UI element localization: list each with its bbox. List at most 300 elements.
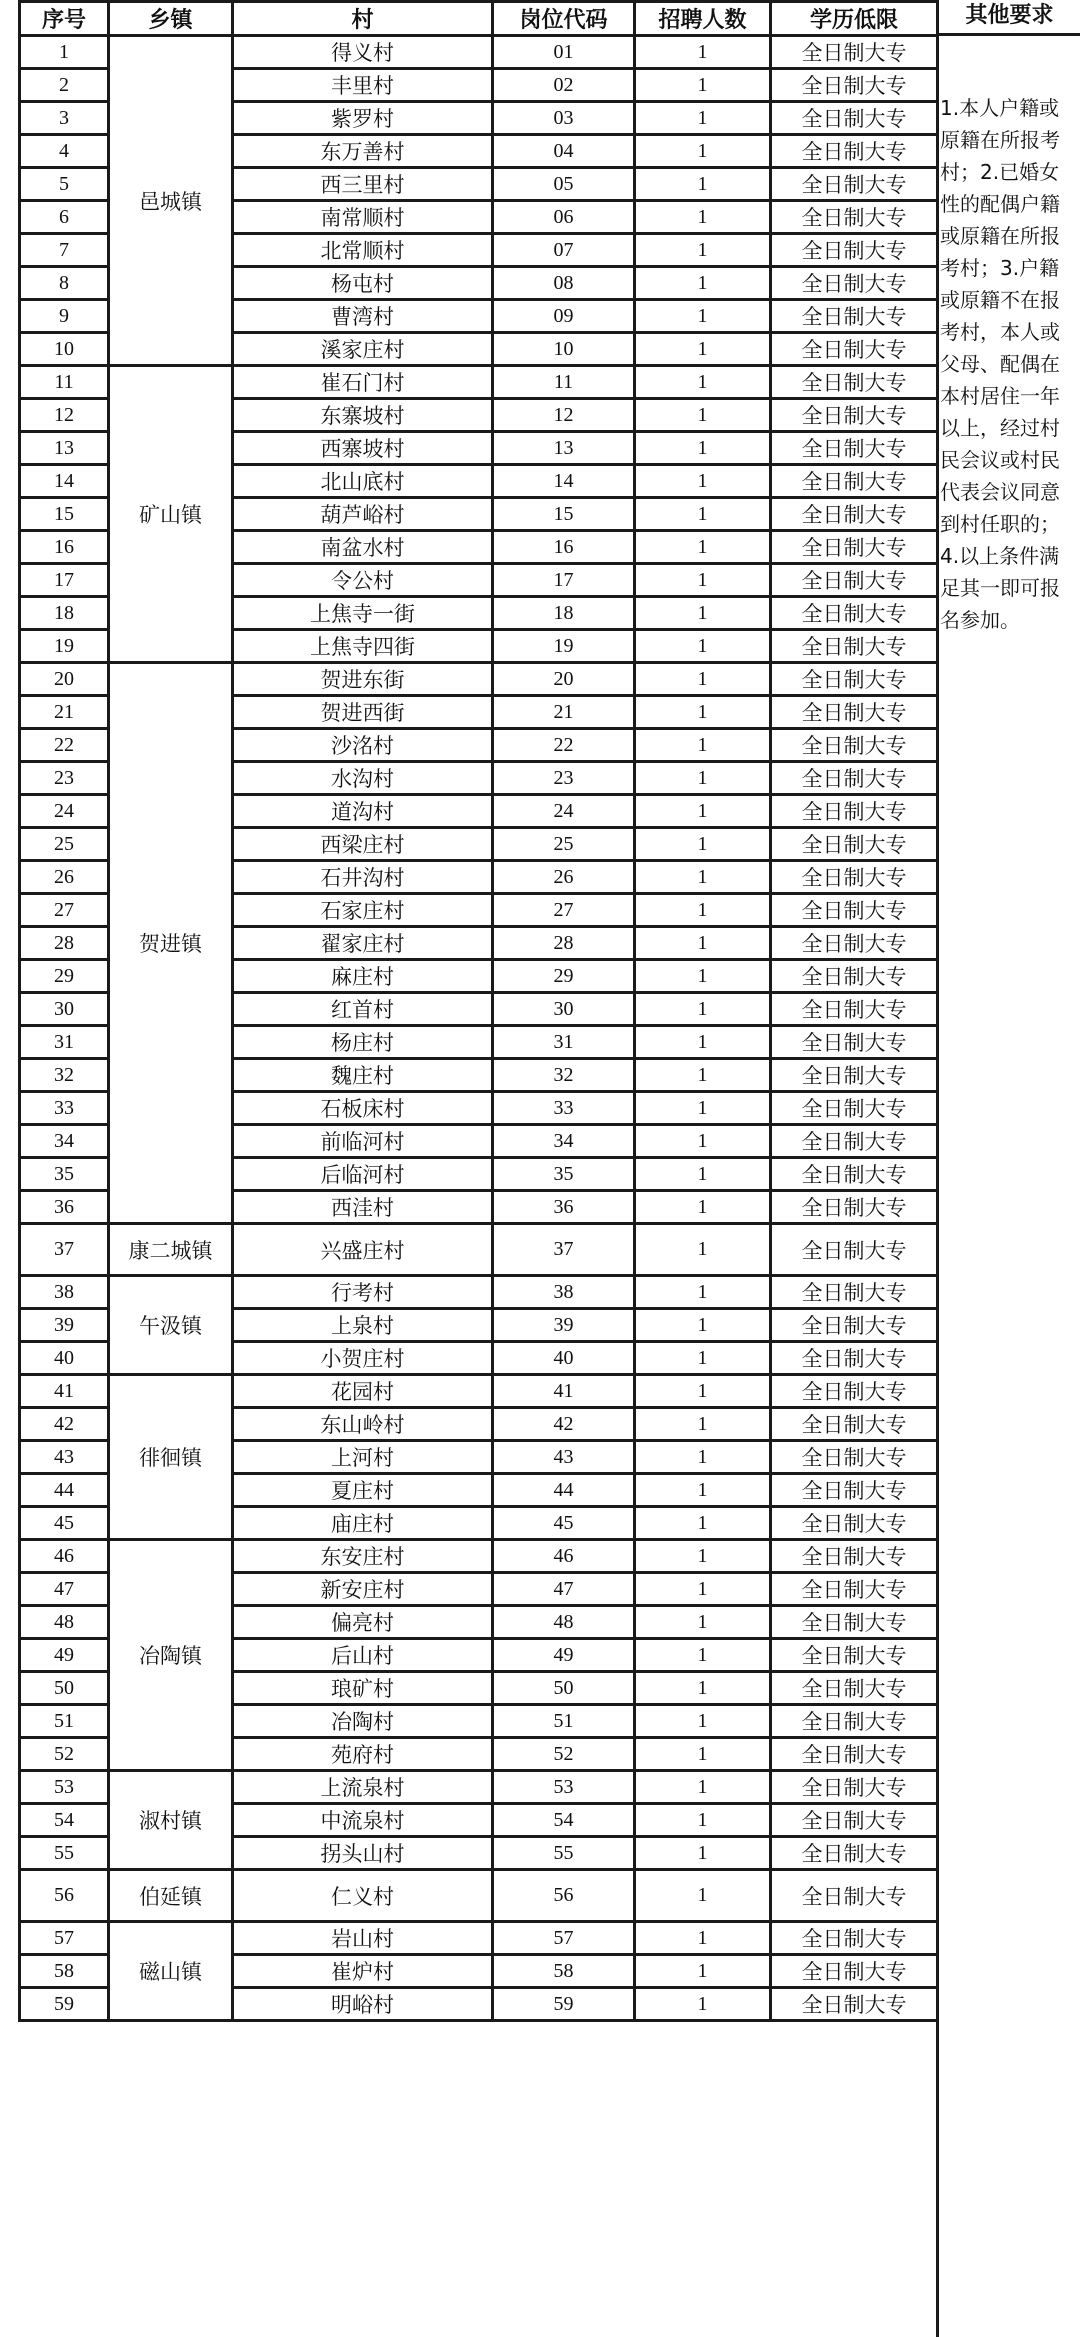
row-index: 8 bbox=[20, 267, 109, 300]
hires-cell: 1 bbox=[635, 1474, 771, 1507]
row-index: 54 bbox=[20, 1804, 109, 1837]
village-cell: 贺进东街 bbox=[233, 663, 493, 696]
village-cell: 水沟村 bbox=[233, 762, 493, 795]
education-cell: 全日制大专 bbox=[771, 1738, 938, 1771]
education-cell: 全日制大专 bbox=[771, 1507, 938, 1540]
row-index: 35 bbox=[20, 1158, 109, 1191]
village-cell: 兴盛庄村 bbox=[233, 1224, 493, 1276]
post-code-cell: 24 bbox=[493, 795, 635, 828]
village-cell: 东寨坡村 bbox=[233, 399, 493, 432]
post-code-cell: 17 bbox=[493, 564, 635, 597]
row-index: 37 bbox=[20, 1224, 109, 1276]
education-cell: 全日制大专 bbox=[771, 1540, 938, 1573]
row-index: 1 bbox=[20, 36, 109, 69]
town-cell: 贺进镇 bbox=[109, 663, 233, 1224]
village-cell: 令公村 bbox=[233, 564, 493, 597]
post-code-cell: 41 bbox=[493, 1375, 635, 1408]
post-code-cell: 28 bbox=[493, 927, 635, 960]
post-code-cell: 51 bbox=[493, 1705, 635, 1738]
post-code-cell: 45 bbox=[493, 1507, 635, 1540]
education-cell: 全日制大专 bbox=[771, 1606, 938, 1639]
header-village: 村 bbox=[233, 2, 493, 36]
education-cell: 全日制大专 bbox=[771, 1705, 938, 1738]
table-row bbox=[20, 1276, 938, 1309]
post-code-cell: 27 bbox=[493, 894, 635, 927]
education-cell: 全日制大专 bbox=[771, 1059, 938, 1092]
education-cell: 全日制大专 bbox=[771, 1771, 938, 1804]
post-code-cell: 32 bbox=[493, 1059, 635, 1092]
post-code-cell: 05 bbox=[493, 168, 635, 201]
education-cell: 全日制大专 bbox=[771, 399, 938, 432]
table-body bbox=[20, 36, 938, 2021]
row-index: 49 bbox=[20, 1639, 109, 1672]
row-index: 12 bbox=[20, 399, 109, 432]
village-cell: 沙洺村 bbox=[233, 729, 493, 762]
post-code-cell: 26 bbox=[493, 861, 635, 894]
hires-cell: 1 bbox=[635, 1573, 771, 1606]
row-index: 15 bbox=[20, 498, 109, 531]
post-code-cell: 47 bbox=[493, 1573, 635, 1606]
hires-cell: 1 bbox=[635, 861, 771, 894]
village-cell: 北常顺村 bbox=[233, 234, 493, 267]
post-code-cell: 34 bbox=[493, 1125, 635, 1158]
village-cell: 岩山村 bbox=[233, 1922, 493, 1955]
hires-cell: 1 bbox=[635, 1191, 771, 1224]
post-code-cell: 11 bbox=[493, 366, 635, 399]
hires-cell: 1 bbox=[635, 366, 771, 399]
hires-cell: 1 bbox=[635, 1309, 771, 1342]
village-cell: 上焦寺一街 bbox=[233, 597, 493, 630]
village-cell: 前临河村 bbox=[233, 1125, 493, 1158]
row-index: 57 bbox=[20, 1922, 109, 1955]
post-code-cell: 37 bbox=[493, 1224, 635, 1276]
row-index: 47 bbox=[20, 1573, 109, 1606]
education-cell: 全日制大专 bbox=[771, 1474, 938, 1507]
row-index: 51 bbox=[20, 1705, 109, 1738]
hires-cell: 1 bbox=[635, 399, 771, 432]
post-code-cell: 13 bbox=[493, 432, 635, 465]
hires-cell: 1 bbox=[635, 1672, 771, 1705]
hires-cell: 1 bbox=[635, 498, 771, 531]
post-code-cell: 59 bbox=[493, 1988, 635, 2021]
hires-cell: 1 bbox=[635, 1639, 771, 1672]
post-code-cell: 46 bbox=[493, 1540, 635, 1573]
hires-cell: 1 bbox=[635, 828, 771, 861]
village-cell: 魏庄村 bbox=[233, 1059, 493, 1092]
hires-cell: 1 bbox=[635, 762, 771, 795]
row-index: 5 bbox=[20, 168, 109, 201]
post-code-cell: 16 bbox=[493, 531, 635, 564]
education-cell: 全日制大专 bbox=[771, 1988, 938, 2021]
education-cell: 全日制大专 bbox=[771, 168, 938, 201]
hires-cell: 1 bbox=[635, 597, 771, 630]
education-cell: 全日制大专 bbox=[771, 1870, 938, 1922]
hires-cell: 1 bbox=[635, 993, 771, 1026]
village-cell: 上河村 bbox=[233, 1441, 493, 1474]
education-cell: 全日制大专 bbox=[771, 1276, 938, 1309]
hires-cell: 1 bbox=[635, 795, 771, 828]
hires-cell: 1 bbox=[635, 168, 771, 201]
row-index: 16 bbox=[20, 531, 109, 564]
post-code-cell: 10 bbox=[493, 333, 635, 366]
village-cell: 曹湾村 bbox=[233, 300, 493, 333]
row-index: 52 bbox=[20, 1738, 109, 1771]
town-cell: 淑村镇 bbox=[109, 1771, 233, 1870]
hires-cell: 1 bbox=[635, 531, 771, 564]
hires-cell: 1 bbox=[635, 1375, 771, 1408]
post-code-cell: 01 bbox=[493, 36, 635, 69]
post-code-cell: 21 bbox=[493, 696, 635, 729]
post-code-cell: 08 bbox=[493, 267, 635, 300]
hires-cell: 1 bbox=[635, 432, 771, 465]
town-cell: 矿山镇 bbox=[109, 366, 233, 663]
post-code-cell: 48 bbox=[493, 1606, 635, 1639]
table-row bbox=[20, 1375, 938, 1408]
row-index: 2 bbox=[20, 69, 109, 102]
post-code-cell: 38 bbox=[493, 1276, 635, 1309]
town-cell: 邑城镇 bbox=[109, 36, 233, 366]
post-code-cell: 52 bbox=[493, 1738, 635, 1771]
education-cell: 全日制大专 bbox=[771, 267, 938, 300]
hires-cell: 1 bbox=[635, 1342, 771, 1375]
village-cell: 崔炉村 bbox=[233, 1955, 493, 1988]
village-cell: 琅矿村 bbox=[233, 1672, 493, 1705]
row-index: 27 bbox=[20, 894, 109, 927]
village-cell: 石板床村 bbox=[233, 1092, 493, 1125]
village-cell: 崔石门村 bbox=[233, 366, 493, 399]
row-index: 10 bbox=[20, 333, 109, 366]
post-code-cell: 12 bbox=[493, 399, 635, 432]
table-row bbox=[20, 663, 938, 696]
post-code-cell: 03 bbox=[493, 102, 635, 135]
education-cell: 全日制大专 bbox=[771, 201, 938, 234]
hires-cell: 1 bbox=[635, 1771, 771, 1804]
other-requirements-text: 1.本人户籍或原籍在所报考村；2.已婚女性的配偶户籍或原籍在所报考村；3.户籍或原籍不在报考村，本人或父母、配偶在本村居住一年以上，经过村民会议或村民代表会议同意到村任职的；4.以上条件满足其一即可报名参加。 bbox=[940, 96, 1060, 632]
village-cell: 南常顺村 bbox=[233, 201, 493, 234]
post-code-cell: 07 bbox=[493, 234, 635, 267]
post-code-cell: 42 bbox=[493, 1408, 635, 1441]
post-code-cell: 25 bbox=[493, 828, 635, 861]
education-cell: 全日制大专 bbox=[771, 894, 938, 927]
header-other-requirements: 其他要求 bbox=[936, 0, 1080, 36]
post-code-cell: 30 bbox=[493, 993, 635, 1026]
hires-cell: 1 bbox=[635, 1441, 771, 1474]
hires-cell: 1 bbox=[635, 135, 771, 168]
village-cell: 仁义村 bbox=[233, 1870, 493, 1922]
row-index: 11 bbox=[20, 366, 109, 399]
recruitment-table bbox=[18, 0, 939, 2022]
education-cell: 全日制大专 bbox=[771, 960, 938, 993]
row-index: 50 bbox=[20, 1672, 109, 1705]
education-cell: 全日制大专 bbox=[771, 300, 938, 333]
row-index: 30 bbox=[20, 993, 109, 1026]
post-code-cell: 20 bbox=[493, 663, 635, 696]
village-cell: 花园村 bbox=[233, 1375, 493, 1408]
post-code-cell: 14 bbox=[493, 465, 635, 498]
row-index: 4 bbox=[20, 135, 109, 168]
town-cell: 冶陶镇 bbox=[109, 1540, 233, 1771]
village-cell: 后临河村 bbox=[233, 1158, 493, 1191]
education-cell: 全日制大专 bbox=[771, 828, 938, 861]
hires-cell: 1 bbox=[635, 1125, 771, 1158]
post-code-cell: 54 bbox=[493, 1804, 635, 1837]
hires-cell: 1 bbox=[635, 1507, 771, 1540]
education-cell: 全日制大专 bbox=[771, 1191, 938, 1224]
hires-cell: 1 bbox=[635, 36, 771, 69]
education-cell: 全日制大专 bbox=[771, 630, 938, 663]
post-code-cell: 55 bbox=[493, 1837, 635, 1870]
education-cell: 全日制大专 bbox=[771, 762, 938, 795]
row-index: 59 bbox=[20, 1988, 109, 2021]
village-cell: 苑府村 bbox=[233, 1738, 493, 1771]
row-index: 24 bbox=[20, 795, 109, 828]
hires-cell: 1 bbox=[635, 927, 771, 960]
row-index: 45 bbox=[20, 1507, 109, 1540]
hires-cell: 1 bbox=[635, 1804, 771, 1837]
table-row bbox=[20, 1771, 938, 1804]
row-index: 25 bbox=[20, 828, 109, 861]
row-index: 48 bbox=[20, 1606, 109, 1639]
village-cell: 溪家庄村 bbox=[233, 333, 493, 366]
town-cell: 康二城镇 bbox=[109, 1224, 233, 1276]
village-cell: 麻庄村 bbox=[233, 960, 493, 993]
row-index: 14 bbox=[20, 465, 109, 498]
header-education: 学历低限 bbox=[771, 2, 938, 36]
header-hires: 招聘人数 bbox=[635, 2, 771, 36]
post-code-cell: 09 bbox=[493, 300, 635, 333]
village-cell: 东山岭村 bbox=[233, 1408, 493, 1441]
post-code-cell: 50 bbox=[493, 1672, 635, 1705]
hires-cell: 1 bbox=[635, 696, 771, 729]
education-cell: 全日制大专 bbox=[771, 1408, 938, 1441]
hires-cell: 1 bbox=[635, 1922, 771, 1955]
row-index: 3 bbox=[20, 102, 109, 135]
hires-cell: 1 bbox=[635, 102, 771, 135]
village-cell: 翟家庄村 bbox=[233, 927, 493, 960]
village-cell: 拐头山村 bbox=[233, 1837, 493, 1870]
education-cell: 全日制大专 bbox=[771, 1441, 938, 1474]
hires-cell: 1 bbox=[635, 234, 771, 267]
hires-cell: 1 bbox=[635, 1955, 771, 1988]
post-code-cell: 15 bbox=[493, 498, 635, 531]
row-index: 7 bbox=[20, 234, 109, 267]
row-index: 39 bbox=[20, 1309, 109, 1342]
village-cell: 杨庄村 bbox=[233, 1026, 493, 1059]
other-requirements-column bbox=[936, 36, 1080, 2337]
education-cell: 全日制大专 bbox=[771, 366, 938, 399]
post-code-cell: 35 bbox=[493, 1158, 635, 1191]
education-cell: 全日制大专 bbox=[771, 1955, 938, 1988]
hires-cell: 1 bbox=[635, 960, 771, 993]
village-cell: 上流泉村 bbox=[233, 1771, 493, 1804]
row-index: 26 bbox=[20, 861, 109, 894]
hires-cell: 1 bbox=[635, 1988, 771, 2021]
hires-cell: 1 bbox=[635, 663, 771, 696]
education-cell: 全日制大专 bbox=[771, 696, 938, 729]
village-cell: 杨屯村 bbox=[233, 267, 493, 300]
post-code-cell: 36 bbox=[493, 1191, 635, 1224]
village-cell: 夏庄村 bbox=[233, 1474, 493, 1507]
hires-cell: 1 bbox=[635, 1158, 771, 1191]
village-cell: 西三里村 bbox=[233, 168, 493, 201]
row-index: 55 bbox=[20, 1837, 109, 1870]
village-cell: 东安庄村 bbox=[233, 1540, 493, 1573]
education-cell: 全日制大专 bbox=[771, 861, 938, 894]
education-cell: 全日制大专 bbox=[771, 1224, 938, 1276]
row-index: 21 bbox=[20, 696, 109, 729]
hires-cell: 1 bbox=[635, 69, 771, 102]
education-cell: 全日制大专 bbox=[771, 795, 938, 828]
education-cell: 全日制大专 bbox=[771, 1639, 938, 1672]
town-cell: 伯延镇 bbox=[109, 1870, 233, 1922]
village-cell: 小贺庄村 bbox=[233, 1342, 493, 1375]
village-cell: 明峪村 bbox=[233, 1988, 493, 2021]
education-cell: 全日制大专 bbox=[771, 1026, 938, 1059]
row-index: 31 bbox=[20, 1026, 109, 1059]
education-cell: 全日制大专 bbox=[771, 1342, 938, 1375]
row-index: 13 bbox=[20, 432, 109, 465]
town-cell: 磁山镇 bbox=[109, 1922, 233, 2021]
village-cell: 红首村 bbox=[233, 993, 493, 1026]
education-cell: 全日制大专 bbox=[771, 465, 938, 498]
post-code-cell: 29 bbox=[493, 960, 635, 993]
education-cell: 全日制大专 bbox=[771, 135, 938, 168]
education-cell: 全日制大专 bbox=[771, 597, 938, 630]
town-cell: 午汲镇 bbox=[109, 1276, 233, 1375]
village-cell: 石井沟村 bbox=[233, 861, 493, 894]
village-cell: 得义村 bbox=[233, 36, 493, 69]
village-cell: 新安庄村 bbox=[233, 1573, 493, 1606]
row-index: 20 bbox=[20, 663, 109, 696]
education-cell: 全日制大专 bbox=[771, 927, 938, 960]
village-cell: 后山村 bbox=[233, 1639, 493, 1672]
row-index: 34 bbox=[20, 1125, 109, 1158]
hires-cell: 1 bbox=[635, 333, 771, 366]
village-cell: 上焦寺四街 bbox=[233, 630, 493, 663]
row-index: 22 bbox=[20, 729, 109, 762]
hires-cell: 1 bbox=[635, 1092, 771, 1125]
post-code-cell: 44 bbox=[493, 1474, 635, 1507]
row-index: 53 bbox=[20, 1771, 109, 1804]
hires-cell: 1 bbox=[635, 465, 771, 498]
post-code-cell: 43 bbox=[493, 1441, 635, 1474]
post-code-cell: 04 bbox=[493, 135, 635, 168]
hires-cell: 1 bbox=[635, 1837, 771, 1870]
education-cell: 全日制大专 bbox=[771, 729, 938, 762]
table-row bbox=[20, 366, 938, 399]
post-code-cell: 39 bbox=[493, 1309, 635, 1342]
row-index: 23 bbox=[20, 762, 109, 795]
village-cell: 上泉村 bbox=[233, 1309, 493, 1342]
village-cell: 丰里村 bbox=[233, 69, 493, 102]
hires-cell: 1 bbox=[635, 1026, 771, 1059]
row-index: 18 bbox=[20, 597, 109, 630]
village-cell: 偏亮村 bbox=[233, 1606, 493, 1639]
village-cell: 紫罗村 bbox=[233, 102, 493, 135]
education-cell: 全日制大专 bbox=[771, 1158, 938, 1191]
education-cell: 全日制大专 bbox=[771, 1804, 938, 1837]
post-code-cell: 19 bbox=[493, 630, 635, 663]
row-index: 19 bbox=[20, 630, 109, 663]
village-cell: 南盆水村 bbox=[233, 531, 493, 564]
post-code-cell: 49 bbox=[493, 1639, 635, 1672]
hires-cell: 1 bbox=[635, 729, 771, 762]
village-cell: 西梁庄村 bbox=[233, 828, 493, 861]
row-index: 36 bbox=[20, 1191, 109, 1224]
education-cell: 全日制大专 bbox=[771, 1672, 938, 1705]
hires-cell: 1 bbox=[635, 1408, 771, 1441]
row-index: 6 bbox=[20, 201, 109, 234]
post-code-cell: 31 bbox=[493, 1026, 635, 1059]
hires-cell: 1 bbox=[635, 630, 771, 663]
village-cell: 行考村 bbox=[233, 1276, 493, 1309]
table-row bbox=[20, 1922, 938, 1955]
row-index: 43 bbox=[20, 1441, 109, 1474]
row-index: 56 bbox=[20, 1870, 109, 1922]
post-code-cell: 56 bbox=[493, 1870, 635, 1922]
education-cell: 全日制大专 bbox=[771, 564, 938, 597]
hires-cell: 1 bbox=[635, 1540, 771, 1573]
village-cell: 中流泉村 bbox=[233, 1804, 493, 1837]
post-code-cell: 57 bbox=[493, 1922, 635, 1955]
hires-cell: 1 bbox=[635, 894, 771, 927]
table-row bbox=[20, 36, 938, 69]
education-cell: 全日制大专 bbox=[771, 1125, 938, 1158]
header-index: 序号 bbox=[20, 2, 109, 36]
education-cell: 全日制大专 bbox=[771, 102, 938, 135]
village-cell: 西寨坡村 bbox=[233, 432, 493, 465]
row-index: 41 bbox=[20, 1375, 109, 1408]
village-cell: 葫芦峪村 bbox=[233, 498, 493, 531]
header-town: 乡镇 bbox=[109, 2, 233, 36]
education-cell: 全日制大专 bbox=[771, 1922, 938, 1955]
header-post-code: 岗位代码 bbox=[493, 2, 635, 36]
hires-cell: 1 bbox=[635, 201, 771, 234]
table-row bbox=[20, 1540, 938, 1573]
post-code-cell: 18 bbox=[493, 597, 635, 630]
header-row bbox=[20, 2, 938, 36]
village-cell: 东万善村 bbox=[233, 135, 493, 168]
education-cell: 全日制大专 bbox=[771, 993, 938, 1026]
post-code-cell: 53 bbox=[493, 1771, 635, 1804]
hires-cell: 1 bbox=[635, 267, 771, 300]
village-cell: 冶陶村 bbox=[233, 1705, 493, 1738]
education-cell: 全日制大专 bbox=[771, 1837, 938, 1870]
row-index: 58 bbox=[20, 1955, 109, 1988]
post-code-cell: 06 bbox=[493, 201, 635, 234]
row-index: 32 bbox=[20, 1059, 109, 1092]
post-code-cell: 23 bbox=[493, 762, 635, 795]
village-cell: 贺进西街 bbox=[233, 696, 493, 729]
row-index: 42 bbox=[20, 1408, 109, 1441]
education-cell: 全日制大专 bbox=[771, 531, 938, 564]
row-index: 46 bbox=[20, 1540, 109, 1573]
post-code-cell: 02 bbox=[493, 69, 635, 102]
post-code-cell: 33 bbox=[493, 1092, 635, 1125]
hires-cell: 1 bbox=[635, 1059, 771, 1092]
education-cell: 全日制大专 bbox=[771, 69, 938, 102]
hires-cell: 1 bbox=[635, 564, 771, 597]
village-cell: 庙庄村 bbox=[233, 1507, 493, 1540]
hires-cell: 1 bbox=[635, 300, 771, 333]
row-index: 29 bbox=[20, 960, 109, 993]
education-cell: 全日制大专 bbox=[771, 498, 938, 531]
village-cell: 石家庄村 bbox=[233, 894, 493, 927]
education-cell: 全日制大专 bbox=[771, 432, 938, 465]
hires-cell: 1 bbox=[635, 1870, 771, 1922]
education-cell: 全日制大专 bbox=[771, 36, 938, 69]
education-cell: 全日制大专 bbox=[771, 1375, 938, 1408]
